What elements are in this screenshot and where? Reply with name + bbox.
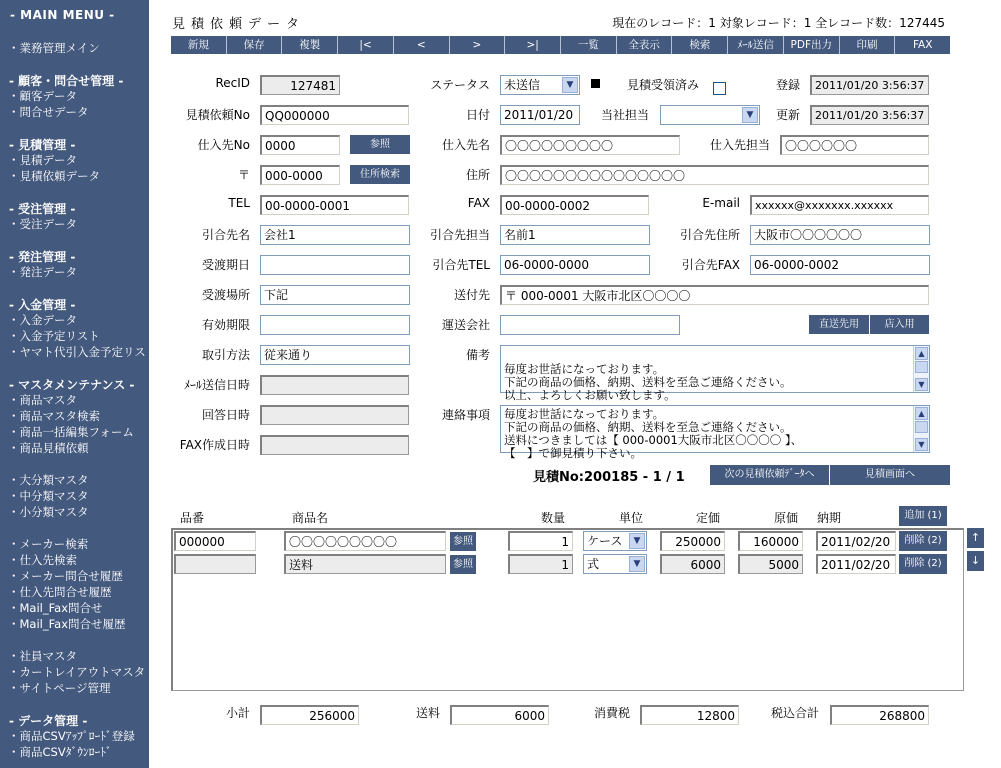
carrier-field[interactable] bbox=[500, 315, 680, 335]
zip-label: 〒 bbox=[237, 168, 250, 182]
chevron-up-icon[interactable]: ▲ bbox=[915, 347, 928, 360]
pickup-fax-field[interactable]: 06-0000-0002 bbox=[750, 255, 930, 275]
toolbar-button[interactable]: FAX bbox=[912, 39, 933, 51]
sidebar-item[interactable]: ・小分類マスタ bbox=[8, 505, 89, 519]
item-due-field[interactable]: 2011/02/20 bbox=[816, 554, 896, 574]
move-down-button[interactable]: ↓ bbox=[967, 551, 984, 571]
supplier-staff-field[interactable]: 〇〇〇〇〇〇 bbox=[780, 135, 929, 155]
address-search-button[interactable]: 住所検索 bbox=[350, 165, 410, 184]
record-status: 現在のレコード：1 対象レコード：1 全レコード数：127445 bbox=[612, 16, 945, 30]
tel-field[interactable]: 00-0000-0001 bbox=[260, 195, 409, 215]
address-field[interactable]: 〇〇〇〇〇〇〇〇〇〇〇〇〇〇〇 bbox=[500, 165, 929, 185]
chevron-down-icon: ▼ bbox=[742, 107, 758, 123]
sidebar-item[interactable]: ・入金データ bbox=[8, 313, 77, 327]
estimate-received-label: 見積受領済み bbox=[627, 78, 700, 92]
col-header-unit: 単位 bbox=[619, 511, 644, 525]
sidebar-item[interactable]: ・中分類マスタ bbox=[8, 489, 89, 503]
col-header-due: 納期 bbox=[817, 511, 842, 525]
notes-line: 【 】で御見積り下さい。 bbox=[504, 446, 642, 460]
item-ref-button[interactable]: 参照 bbox=[450, 555, 476, 574]
tel-label: TEL bbox=[228, 196, 250, 210]
date-label: 日付 bbox=[465, 108, 490, 122]
updated-label: 更新 bbox=[775, 108, 800, 122]
sidebar-item[interactable]: ・メーカー問合せ履歴 bbox=[8, 569, 123, 583]
request-no-label: 見積依頼No bbox=[185, 108, 250, 122]
square-icon bbox=[591, 79, 600, 88]
scroll-thumb[interactable] bbox=[915, 421, 928, 433]
valid-until-field[interactable] bbox=[260, 315, 410, 335]
sidebar-item[interactable]: ・商品マスタ bbox=[8, 393, 77, 407]
pickup-address-label: 引合先住所 bbox=[679, 228, 740, 242]
sidebar-section-title: - 入金管理 - bbox=[9, 298, 76, 312]
estimate-received-checkbox[interactable] bbox=[713, 82, 726, 95]
pickup-staff-label: 引合先担当 bbox=[429, 228, 490, 242]
total-label: 税込合計 bbox=[771, 706, 820, 720]
item-unit-value: 式 bbox=[587, 557, 600, 571]
fax-label: FAX bbox=[467, 196, 490, 210]
valid-until-label: 有効期限 bbox=[201, 318, 250, 332]
next-request-button[interactable]: 次の見積依頼ﾃﾞｰﾀへ bbox=[710, 465, 829, 485]
recid-field: 127481 bbox=[260, 75, 340, 95]
request-no-field[interactable]: QQ000000 bbox=[260, 105, 409, 125]
zip-field[interactable]: 000-0000 bbox=[260, 165, 340, 185]
remarks-line: 下記の商品の価格、納期、送料を至急ご連絡ください。 bbox=[504, 375, 792, 389]
sidebar bbox=[0, 0, 158, 768]
total-field: 268800 bbox=[830, 705, 929, 725]
sidebar-item[interactable]: ・カートレイアウトマスタ bbox=[8, 665, 146, 679]
notes-label: 連絡事項 bbox=[441, 408, 490, 422]
item-cost-field[interactable]: 5000 bbox=[738, 554, 803, 574]
items-table bbox=[171, 528, 964, 691]
move-up-button[interactable]: ↑ bbox=[967, 528, 984, 548]
reply-label: 回答日時 bbox=[201, 408, 250, 422]
shipping-field: 6000 bbox=[450, 705, 549, 725]
toolbar-button[interactable]: 検索 bbox=[672, 36, 728, 54]
date-field[interactable]: 2011/01/20 bbox=[500, 105, 580, 125]
sidebar-section-title: - マスタメンテナンス - bbox=[9, 378, 135, 392]
sidebar-section-title: - データ管理 - bbox=[9, 714, 88, 728]
page-title: 見積依頼データ bbox=[172, 17, 306, 32]
chevron-up-icon[interactable]: ▲ bbox=[915, 407, 928, 420]
sidebar-item[interactable]: ・Mail_Fax問合せ履歴 bbox=[8, 617, 126, 631]
col-header-list-price: 定価 bbox=[696, 511, 721, 525]
sidebar-item[interactable]: ・発注データ bbox=[8, 265, 77, 279]
pickup-address-field[interactable]: 大阪市〇〇〇〇〇〇 bbox=[750, 225, 930, 245]
toolbar-button[interactable]: < bbox=[394, 36, 450, 54]
main-menu-title: - MAIN MENU - bbox=[10, 8, 115, 22]
supplier-staff-label: 仕入先担当 bbox=[709, 138, 770, 152]
tax-field: 12800 bbox=[640, 705, 739, 725]
toolbar-button[interactable]: 複製 bbox=[282, 36, 338, 54]
sidebar-item[interactable]: ・受注データ bbox=[8, 217, 77, 231]
delivery-date-field[interactable] bbox=[260, 255, 410, 275]
estimate-screen-button[interactable]: 見積画面へ bbox=[830, 465, 950, 485]
sidebar-item[interactable]: ・メーカー検索 bbox=[8, 537, 89, 551]
item-due-field[interactable]: 2011/02/20 bbox=[816, 531, 896, 551]
toolbar-button[interactable]: 保存 bbox=[227, 36, 283, 54]
sidebar-item[interactable]: ・サイトページ管理 bbox=[8, 681, 111, 695]
recid-label: RecID bbox=[215, 76, 250, 90]
registered-field: 2011/01/20 3:56:37 bbox=[810, 75, 929, 95]
col-header-code: 品番 bbox=[180, 511, 205, 525]
chevron-down-icon: ▼ bbox=[629, 556, 645, 572]
supplier-name-field[interactable]: 〇〇〇〇〇〇〇〇〇 bbox=[500, 135, 680, 155]
sidebar-section-title: - 顧客・問合せ管理 - bbox=[9, 74, 124, 88]
sidebar-item[interactable]: ・商品マスタ検索 bbox=[8, 409, 100, 423]
toolbar-button[interactable]: >| bbox=[505, 36, 561, 54]
pickup-fax-label: 引合先FAX bbox=[681, 258, 740, 272]
col-header-name: 商品名 bbox=[292, 511, 329, 525]
email-label: E-mail bbox=[702, 196, 740, 210]
item-qty-field[interactable]: 1 bbox=[508, 554, 573, 574]
supplier-name-label: 仕入先名 bbox=[441, 138, 490, 152]
sidebar-item[interactable]: ・入金予定リスト bbox=[8, 329, 100, 343]
col-header-cost: 原価 bbox=[774, 511, 799, 525]
notes-line: 下記の商品の価格、納期、送料を至急ご連絡ください。 bbox=[504, 420, 792, 434]
item-qty-field[interactable]: 1 bbox=[508, 531, 573, 551]
remarks-label: 備考 bbox=[465, 348, 490, 362]
fax-created-label: FAX作成日時 bbox=[179, 438, 250, 452]
supplier-no-field[interactable]: 0000 bbox=[260, 135, 340, 155]
delivery-place-label: 受渡場所 bbox=[201, 288, 250, 302]
notes-textarea[interactable] bbox=[500, 405, 930, 460]
updated-field: 2011/01/20 3:56:37 bbox=[810, 105, 929, 125]
mail-sent-label: ﾒｰﾙ送信日時 bbox=[183, 378, 250, 392]
toolbar-button[interactable]: 全表示 bbox=[617, 36, 673, 54]
remarks-scrollbar[interactable] bbox=[913, 346, 929, 392]
pickup-name-field[interactable]: 会社1 bbox=[260, 225, 410, 245]
item-name-field[interactable]: 〇〇〇〇〇〇〇〇〇 bbox=[284, 531, 446, 551]
fax-created-field bbox=[260, 435, 409, 455]
status-value: 未送信 bbox=[504, 78, 541, 92]
ship-to-field[interactable]: 〒 000-0001 大阪市北区〇〇〇〇 bbox=[500, 285, 929, 305]
pickup-tel-label: 引合先TEL bbox=[432, 258, 490, 272]
reply-field bbox=[260, 405, 409, 425]
sidebar-item[interactable]: ・商品見積依頼 bbox=[8, 441, 89, 455]
notes-line: 毎度お世話になっております。 bbox=[504, 407, 665, 421]
pickup-tel-field[interactable]: 06-0000-0000 bbox=[500, 255, 650, 275]
sidebar-section-title: - 見積管理 - bbox=[9, 138, 76, 152]
sidebar-item[interactable]: ・社員マスタ bbox=[8, 649, 77, 663]
estimate-number: 見積No:200185 - 1 / 1 bbox=[533, 470, 685, 485]
sidebar-item[interactable]: ・ヤマト代引入金予定リスト bbox=[8, 345, 158, 359]
subtotal-label: 小計 bbox=[226, 706, 251, 720]
supplier-ref-button[interactable]: 参照 bbox=[350, 135, 410, 154]
address-label: 住所 bbox=[465, 168, 490, 182]
col-header-qty: 数量 bbox=[541, 511, 566, 525]
sidebar-item[interactable]: ・見積データ bbox=[8, 153, 77, 167]
add-row-button[interactable]: 追加 (1) bbox=[899, 506, 947, 526]
sidebar-item[interactable]: ・商品一括編集フォーム bbox=[8, 425, 134, 439]
sidebar-item[interactable]: ・商品CSVｱｯﾌﾟﾛｰﾄﾞ登録 bbox=[8, 729, 135, 743]
mail-sent-field bbox=[260, 375, 409, 395]
ship-to-label: 送付先 bbox=[453, 288, 490, 302]
staff-label: 当社担当 bbox=[601, 108, 650, 122]
payment-label: 取引方法 bbox=[201, 348, 250, 362]
supplier-no-label: 仕入先No bbox=[197, 138, 250, 152]
item-unit-value: ケース bbox=[587, 534, 623, 548]
fax-field[interactable]: 00-0000-0002 bbox=[500, 195, 649, 215]
item-ref-button[interactable]: 参照 bbox=[450, 532, 476, 551]
store-button[interactable]: 店入用 bbox=[870, 315, 929, 334]
item-list-price-field[interactable]: 250000 bbox=[660, 531, 725, 551]
toolbar-button[interactable]: |< bbox=[338, 36, 394, 54]
delivery-date-label: 受渡期日 bbox=[201, 258, 250, 272]
status-select[interactable] bbox=[500, 75, 580, 95]
item-list-price-field[interactable]: 6000 bbox=[660, 554, 725, 574]
tax-label: 消費税 bbox=[594, 706, 631, 720]
toolbar-button[interactable]: > bbox=[450, 36, 506, 54]
direct-ship-button[interactable]: 直送先用 bbox=[809, 315, 869, 334]
sidebar-item[interactable]: ・顧客データ bbox=[8, 89, 77, 103]
subtotal-field: 256000 bbox=[260, 705, 359, 725]
pickup-name-label: 引合先名 bbox=[201, 228, 250, 242]
chevron-down-icon[interactable]: ▼ bbox=[915, 438, 928, 451]
toolbar-button[interactable]: PDF出力 bbox=[784, 36, 840, 54]
carrier-label: 運送会社 bbox=[441, 318, 490, 332]
item-delete-button[interactable]: 削除 (2) bbox=[899, 554, 947, 574]
item-code-field[interactable]: 000000 bbox=[174, 531, 256, 551]
remarks-line: 以上、よろしくお願い致します。 bbox=[504, 388, 676, 402]
chevron-down-icon[interactable]: ▼ bbox=[915, 378, 928, 391]
sidebar-item[interactable]: ・商品CSVﾀﾞｳﾝﾛｰﾄﾞ bbox=[8, 745, 112, 759]
toolbar-button[interactable]: 印刷 bbox=[840, 36, 896, 54]
sidebar-section-title: - 受注管理 - bbox=[9, 202, 76, 216]
chevron-down-icon: ▼ bbox=[629, 533, 645, 549]
item-delete-button[interactable]: 削除 (2) bbox=[899, 531, 947, 551]
item-unit-select[interactable] bbox=[583, 531, 647, 551]
scroll-thumb[interactable] bbox=[915, 361, 928, 373]
notes-line: 送料につきましては【 000-0001大阪市北区〇〇〇〇 】、 bbox=[504, 433, 803, 447]
remarks-textarea[interactable] bbox=[500, 345, 930, 402]
sidebar-item[interactable]: ・仕入先問合せ履歴 bbox=[8, 585, 112, 599]
pickup-staff-field[interactable]: 名前1 bbox=[500, 225, 650, 245]
sidebar-item[interactable]: ・業務管理メイン bbox=[8, 41, 100, 55]
sidebar-item[interactable]: ・問合せデータ bbox=[8, 105, 89, 119]
shipping-label: 送料 bbox=[416, 706, 441, 720]
delivery-place-field[interactable]: 下記 bbox=[260, 285, 410, 305]
sidebar-item[interactable]: ・見積依頼データ bbox=[8, 169, 100, 183]
item-cost-field[interactable]: 160000 bbox=[738, 531, 803, 551]
sidebar-item[interactable]: ・仕入先検索 bbox=[8, 553, 77, 567]
email-field[interactable]: xxxxxx@xxxxxxx.xxxxxx bbox=[750, 195, 929, 215]
sidebar-section-title: - 発注管理 - bbox=[9, 250, 76, 264]
toolbar-button[interactable]: ﾒｰﾙ送信 bbox=[728, 36, 784, 54]
toolbar bbox=[171, 36, 950, 54]
remarks-line: 毎度お世話になっております。 bbox=[504, 362, 665, 376]
sidebar-item[interactable]: ・大分類マスタ bbox=[8, 473, 89, 487]
payment-field[interactable]: 従来通り bbox=[260, 345, 410, 365]
chevron-down-icon: ▼ bbox=[562, 77, 578, 93]
toolbar-button[interactable]: 一覧 bbox=[561, 36, 617, 54]
item-code-field[interactable] bbox=[174, 554, 256, 574]
item-unit-select[interactable] bbox=[583, 554, 647, 574]
sidebar-item[interactable]: ・Mail_Fax問合せ bbox=[8, 601, 103, 615]
notes-scrollbar[interactable] bbox=[913, 406, 929, 452]
registered-label: 登録 bbox=[775, 78, 800, 92]
status-label: ステータス bbox=[430, 78, 490, 92]
item-name-field[interactable]: 送料 bbox=[284, 554, 446, 574]
toolbar-button[interactable]: 新規 bbox=[171, 36, 227, 54]
